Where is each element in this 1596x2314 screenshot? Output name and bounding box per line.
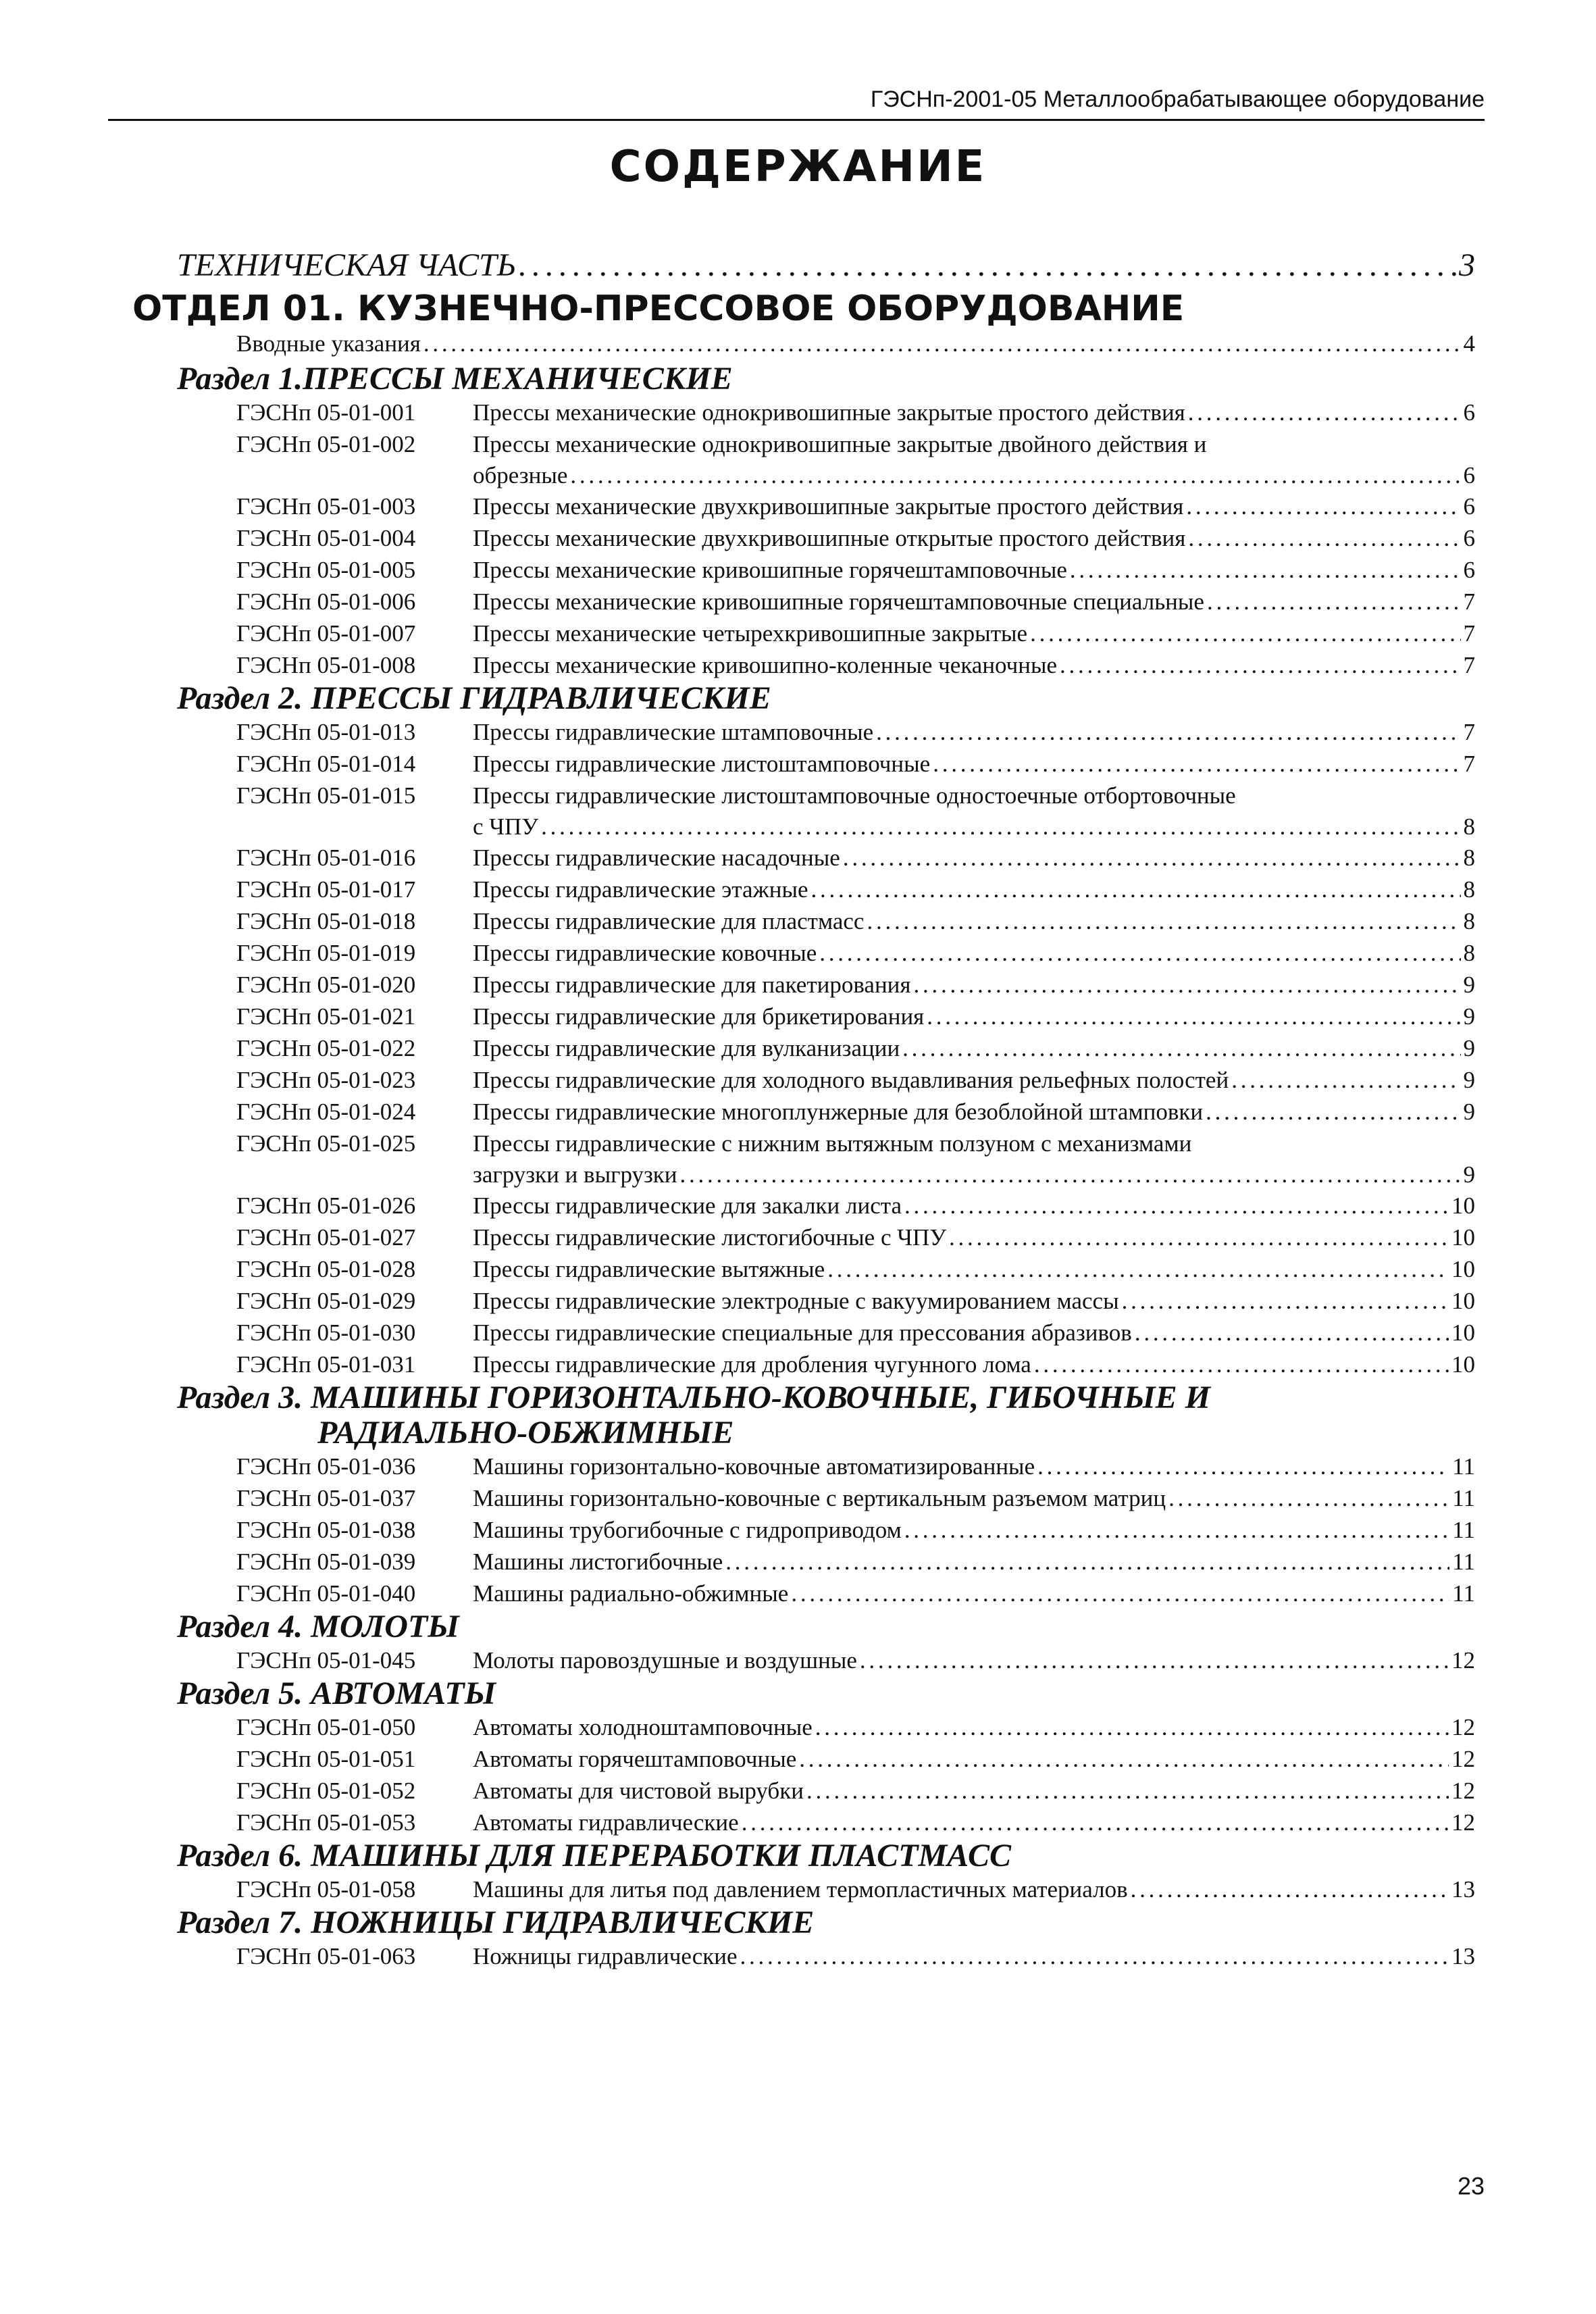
dot-leader (1168, 1482, 1449, 1514)
dot-leader (914, 969, 1461, 1001)
entry-page: 12 (1451, 1746, 1475, 1772)
dot-leader (827, 1253, 1449, 1285)
entry-code: ГЭСНп 05-01-007 (236, 620, 416, 647)
toc-entry[interactable] (236, 1285, 1475, 1317)
entry-page: 10 (1451, 1224, 1475, 1251)
dot-leader (1206, 1096, 1460, 1128)
entry-title: Прессы гидравлические для брикетирования (473, 1003, 925, 1030)
entry-page: 10 (1451, 1256, 1475, 1282)
entry-title: Прессы механические двухкривошипные открытые простого действия (473, 525, 1186, 551)
toc-entry[interactable] (236, 716, 1475, 748)
section-heading-cont: РАДИАЛЬНО-ОБЖИМНЫЕ (317, 1415, 734, 1451)
entry-code: ГЭСНп 05-01-038 (236, 1517, 416, 1543)
toc-entry[interactable] (236, 1096, 1475, 1128)
entry-code: ГЭСНп 05-01-021 (236, 1003, 416, 1030)
entry-code: ГЭСНп 05-01-045 (236, 1647, 416, 1674)
dot-leader (570, 460, 1460, 491)
entry-page: 8 (1463, 940, 1475, 966)
toc-entry[interactable] (236, 522, 1475, 554)
entry-title-cont: с ЧПУ (473, 813, 539, 840)
entry-title-cont: загрузки и выгрузки (473, 1161, 677, 1188)
toc-entry[interactable] (236, 554, 1475, 586)
entry-title: Прессы гидравлические листоштамповочные (473, 751, 931, 777)
entry-title: Прессы механические кривошипно-коленные чеканочные (473, 652, 1058, 678)
entry-code: ГЭСНп 05-01-020 (236, 972, 416, 998)
entry-page: 6 (1463, 557, 1475, 583)
entry-title: Машины листогибочные (473, 1549, 723, 1575)
toc-entry[interactable] (236, 1711, 1475, 1743)
entry-page: 9 (1463, 1067, 1475, 1093)
section-heading: Раздел 5. АВТОМАТЫ (177, 1676, 496, 1711)
toc-entry[interactable] (236, 969, 1475, 1001)
entry-title: Прессы механические двухкривошипные закрытые простого действия (473, 493, 1184, 520)
entry-title: Автоматы гидравлические (473, 1809, 739, 1836)
entry-code: ГЭСНп 05-01-006 (236, 588, 416, 615)
entry-title: Прессы механические однокривошипные закрытые двойного действия и (473, 431, 1207, 457)
dot-leader (725, 1546, 1449, 1578)
dot-leader (1207, 586, 1461, 618)
dot-leader (1186, 491, 1460, 522)
entry-title: Прессы гидравлические этажные (473, 876, 808, 903)
entry-page: 6 (1463, 493, 1475, 520)
entry-title: Ножницы гидравлические (473, 1943, 738, 1969)
entry-title: Автоматы горячештамповочные (473, 1746, 797, 1772)
toc-page: 4 (1463, 330, 1475, 357)
toc-entry[interactable] (236, 780, 1475, 811)
toc-entry[interactable] (236, 1317, 1475, 1349)
dot-leader (904, 1514, 1450, 1546)
entry-page: 8 (1463, 845, 1475, 871)
toc-entry[interactable] (236, 1578, 1475, 1609)
toc-entry[interactable] (236, 397, 1475, 428)
toc-intro[interactable] (236, 330, 1475, 361)
toc-page: 3 (1459, 247, 1475, 283)
toc-entry[interactable] (236, 1222, 1475, 1253)
toc-entry[interactable] (236, 649, 1475, 681)
toc-label: Вводные указания (236, 330, 421, 357)
entry-code: ГЭСНп 05-01-036 (236, 1453, 416, 1480)
entry-code: ГЭСНп 05-01-002 (236, 431, 416, 457)
toc-entry-continuation[interactable] (473, 1159, 1475, 1190)
entry-title: Прессы гидравлические специальные для прессования абразивов (473, 1319, 1132, 1346)
entry-code: ГЭСНп 05-01-040 (236, 1580, 416, 1607)
entry-code: ГЭСНп 05-01-019 (236, 940, 416, 966)
entry-title: Автоматы для чистовой вырубки (473, 1778, 804, 1804)
dot-leader (740, 1940, 1449, 1972)
entry-page: 8 (1463, 876, 1475, 903)
dot-leader (1070, 554, 1461, 586)
entry-page: 11 (1452, 1453, 1475, 1480)
entry-page: 7 (1463, 620, 1475, 647)
entry-code: ГЭСНп 05-01-025 (236, 1130, 416, 1157)
page-number: 23 (1457, 2172, 1485, 2200)
dot-leader (799, 1743, 1449, 1775)
department-heading: ОТДЕЛ 01. КУЗНЕЧНО-ПРЕССОВОЕ ОБОРУДОВАНИЕ (132, 288, 1185, 329)
entry-code: ГЭСНп 05-01-039 (236, 1549, 416, 1575)
entry-code: ГЭСНп 05-01-016 (236, 845, 416, 871)
section-heading: Раздел 7. НОЖНИЦЫ ГИДРАВЛИЧЕСКИЕ (177, 1905, 815, 1940)
entry-page: 10 (1451, 1192, 1475, 1219)
entry-title: Прессы гидравлические листоштамповочные одностоечные отбортовочные (473, 782, 1236, 809)
entry-page: 11 (1452, 1485, 1475, 1511)
dot-leader (541, 811, 1460, 842)
dot-leader (843, 842, 1461, 874)
toc-entry[interactable] (236, 1064, 1475, 1096)
dot-leader (949, 1222, 1449, 1253)
entry-title: Прессы гидравлические для закалки листа (473, 1192, 902, 1219)
toc-entry[interactable] (236, 874, 1475, 905)
entry-page: 9 (1463, 972, 1475, 998)
dot-leader (819, 937, 1460, 969)
entry-code: ГЭСНп 05-01-005 (236, 557, 416, 583)
entry-page: 12 (1451, 1714, 1475, 1740)
entry-title: Машины горизонтально-ковочные с вертикальным разъемом матриц (473, 1485, 1166, 1511)
section-heading: Раздел 2. ПРЕССЫ ГИДРАВЛИЧЕСКИЕ (177, 680, 771, 716)
entry-page: 10 (1451, 1288, 1475, 1314)
dot-leader (1231, 1064, 1460, 1096)
section-heading: Раздел 3. МАШИНЫ ГОРИЗОНТАЛЬНО-КОВОЧНЫЕ, ГИБОЧНЫЕ И (177, 1380, 1210, 1415)
entry-code: ГЭСНп 05-01-031 (236, 1351, 416, 1378)
page-title: СОДЕРЖАНИЕ (609, 142, 987, 192)
entry-code: ГЭСНп 05-01-037 (236, 1485, 416, 1511)
dot-leader (902, 1032, 1460, 1064)
entry-code: ГЭСНп 05-01-051 (236, 1746, 416, 1772)
dot-leader (806, 1775, 1449, 1807)
dot-leader (815, 1711, 1449, 1743)
entry-title: Молоты паровоздушные и воздушные (473, 1647, 857, 1674)
toc-entry[interactable] (236, 1482, 1475, 1514)
dot-leader (1037, 1451, 1449, 1482)
dot-leader (519, 247, 1456, 284)
dot-leader (1030, 618, 1460, 649)
toc-entry[interactable] (236, 1807, 1475, 1838)
dot-leader (791, 1578, 1449, 1609)
toc-entry[interactable] (236, 618, 1475, 649)
entry-title-cont: обрезные (473, 462, 568, 488)
toc-tech-part[interactable] (177, 247, 1475, 287)
entry-code: ГЭСНп 05-01-053 (236, 1809, 416, 1836)
toc-entry[interactable] (236, 748, 1475, 780)
entry-code: ГЭСНп 05-01-014 (236, 751, 416, 777)
toc-entry[interactable] (236, 1514, 1475, 1546)
section-heading: Раздел 6. МАШИНЫ ДЛЯ ПЕРЕРАБОТКИ ПЛАСТМАСС (177, 1838, 1011, 1873)
toc-entry[interactable] (236, 1128, 1475, 1159)
entry-code: ГЭСНп 05-01-029 (236, 1288, 416, 1314)
toc-entry[interactable] (236, 842, 1475, 874)
entry-title: Прессы механические кривошипные горячештамповочные (473, 557, 1067, 583)
entry-page: 7 (1463, 588, 1475, 615)
entry-title: Прессы гидравлические электродные с вакуумированием массы (473, 1288, 1119, 1314)
entry-code: ГЭСНп 05-01-030 (236, 1319, 416, 1346)
dot-leader (1122, 1285, 1449, 1317)
toc-entry[interactable] (236, 1644, 1475, 1676)
entry-code: ГЭСНп 05-01-027 (236, 1224, 416, 1251)
entry-code: ГЭСНп 05-01-003 (236, 493, 416, 520)
entry-title: Прессы механические кривошипные горячештамповочные специальные (473, 588, 1204, 615)
entry-page: 12 (1451, 1809, 1475, 1836)
dot-leader (742, 1807, 1449, 1838)
dot-leader (423, 330, 1461, 357)
toc-entry[interactable] (236, 1546, 1475, 1578)
section-heading: Раздел 4. МОЛОТЫ (177, 1609, 459, 1644)
entry-title: Машины для литья под давлением термопластичных материалов (473, 1876, 1128, 1903)
entry-title: Прессы гидравлические насадочные (473, 845, 840, 871)
entry-page: 6 (1463, 525, 1475, 551)
toc-entry[interactable] (236, 428, 1475, 460)
entry-code: ГЭСНп 05-01-023 (236, 1067, 416, 1093)
toc-entry[interactable] (236, 1451, 1475, 1482)
entry-page: 13 (1451, 1876, 1475, 1903)
entry-code: ГЭСНп 05-01-013 (236, 719, 416, 745)
entry-page: 13 (1451, 1943, 1475, 1969)
entry-page: 11 (1452, 1549, 1475, 1575)
toc-entry[interactable] (236, 1349, 1475, 1380)
entry-page: 7 (1463, 719, 1475, 745)
entry-title: Прессы гидравлические для вулканизации (473, 1035, 900, 1061)
entry-page: 12 (1451, 1778, 1475, 1804)
entry-title: Прессы гидравлические для пластмасс (473, 908, 865, 934)
entry-title: Автоматы холодноштамповочные (473, 1714, 813, 1740)
toc-entry[interactable] (236, 905, 1475, 937)
toc-entry[interactable] (236, 1253, 1475, 1285)
entry-code: ГЭСНп 05-01-015 (236, 782, 416, 809)
dot-leader (1188, 397, 1461, 428)
toc-entry[interactable] (236, 586, 1475, 618)
toc-entry-continuation[interactable] (473, 460, 1475, 491)
dot-leader (904, 1190, 1449, 1222)
entry-page: 10 (1451, 1351, 1475, 1378)
toc-entry[interactable] (236, 1032, 1475, 1064)
table-of-contents (0, 247, 1596, 1972)
entry-title: Прессы гидравлические листогибочные с ЧПУ (473, 1224, 947, 1251)
entry-page: 12 (1451, 1647, 1475, 1674)
entry-title: Машины радиально-обжимные (473, 1580, 789, 1607)
entry-code: ГЭСНп 05-01-063 (236, 1943, 416, 1969)
toc-entry[interactable] (236, 1775, 1475, 1807)
dot-leader (1060, 649, 1460, 681)
entry-title: Прессы гидравлические для пакетирования (473, 972, 911, 998)
entry-title: Прессы гидравлические для холодного выдавливания рельефных полостей (473, 1067, 1229, 1093)
entry-code: ГЭСНп 05-01-050 (236, 1714, 416, 1740)
toc-entry[interactable] (236, 937, 1475, 969)
entry-page: 7 (1463, 751, 1475, 777)
entry-page: 9 (1463, 1099, 1475, 1125)
dot-leader (1131, 1873, 1449, 1905)
entry-title: Прессы гидравлические с нижним вытяжным ползуном с механизмами (473, 1130, 1192, 1157)
entry-title: Машины трубогибочные с гидроприводом (473, 1517, 902, 1543)
section-heading: Раздел 1.ПРЕССЫ МЕХАНИЧЕСКИЕ (177, 361, 733, 397)
entry-page: 9 (1463, 1161, 1475, 1188)
entry-page: 9 (1463, 1003, 1475, 1030)
entry-page: 9 (1463, 1035, 1475, 1061)
entry-title: Машины горизонтально-ковочные автоматизированные (473, 1453, 1035, 1480)
entry-title: Прессы гидравлические многоплунжерные для безоблойной штамповки (473, 1099, 1204, 1125)
entry-page: 6 (1463, 462, 1475, 488)
entry-code: ГЭСНп 05-01-058 (236, 1876, 416, 1903)
entry-code: ГЭСНп 05-01-017 (236, 876, 416, 903)
entry-title: Прессы гидравлические вытяжные (473, 1256, 825, 1282)
entry-code: ГЭСНп 05-01-018 (236, 908, 416, 934)
entry-title: Прессы механические четырехкривошипные закрытые (473, 620, 1028, 647)
entry-page: 8 (1463, 908, 1475, 934)
entry-page: 6 (1463, 399, 1475, 426)
entry-page: 8 (1463, 813, 1475, 840)
dot-leader (1135, 1317, 1449, 1349)
entry-title: Прессы гидравлические ковочные (473, 940, 817, 966)
toc-label: ТЕХНИЧЕСКАЯ ЧАСТЬ (177, 247, 517, 283)
entry-page: 11 (1452, 1580, 1475, 1607)
toc-entry[interactable] (236, 1743, 1475, 1775)
running-header: ГЭСНп-2001-05 Металлообрабатывающее оборудование (108, 80, 1485, 121)
entry-title: Прессы гидравлические для дробления чугунного лома (473, 1351, 1031, 1378)
entry-code: ГЭСНп 05-01-022 (236, 1035, 416, 1061)
toc-entry[interactable] (236, 1873, 1475, 1905)
dot-leader (1034, 1349, 1449, 1380)
entry-title: Прессы гидравлические штамповочные (473, 719, 874, 745)
toc-entry-continuation[interactable] (473, 811, 1475, 842)
toc-entry[interactable] (236, 1940, 1475, 1972)
entry-code: ГЭСНп 05-01-052 (236, 1778, 416, 1804)
dot-leader (867, 905, 1460, 937)
dot-leader (860, 1644, 1449, 1676)
dot-leader (811, 874, 1461, 905)
dot-leader (680, 1159, 1461, 1190)
entry-code: ГЭСНп 05-01-004 (236, 525, 416, 551)
entry-code: ГЭСНп 05-01-008 (236, 652, 416, 678)
entry-page: 10 (1451, 1319, 1475, 1346)
entry-code: ГЭСНп 05-01-028 (236, 1256, 416, 1282)
dot-leader (876, 716, 1460, 748)
dot-leader (933, 748, 1460, 780)
toc-entry[interactable] (236, 491, 1475, 522)
entry-title: Прессы механические однокривошипные закрытые простого действия (473, 399, 1185, 426)
entry-code: ГЭСНп 05-01-001 (236, 399, 416, 426)
entry-code: ГЭСНп 05-01-026 (236, 1192, 416, 1219)
dot-leader (1188, 522, 1460, 554)
dot-leader (927, 1001, 1460, 1032)
toc-entry[interactable] (236, 1190, 1475, 1222)
entry-page: 11 (1452, 1517, 1475, 1543)
entry-page: 7 (1463, 652, 1475, 678)
entry-code: ГЭСНп 05-01-024 (236, 1099, 416, 1125)
toc-entry[interactable] (236, 1001, 1475, 1032)
